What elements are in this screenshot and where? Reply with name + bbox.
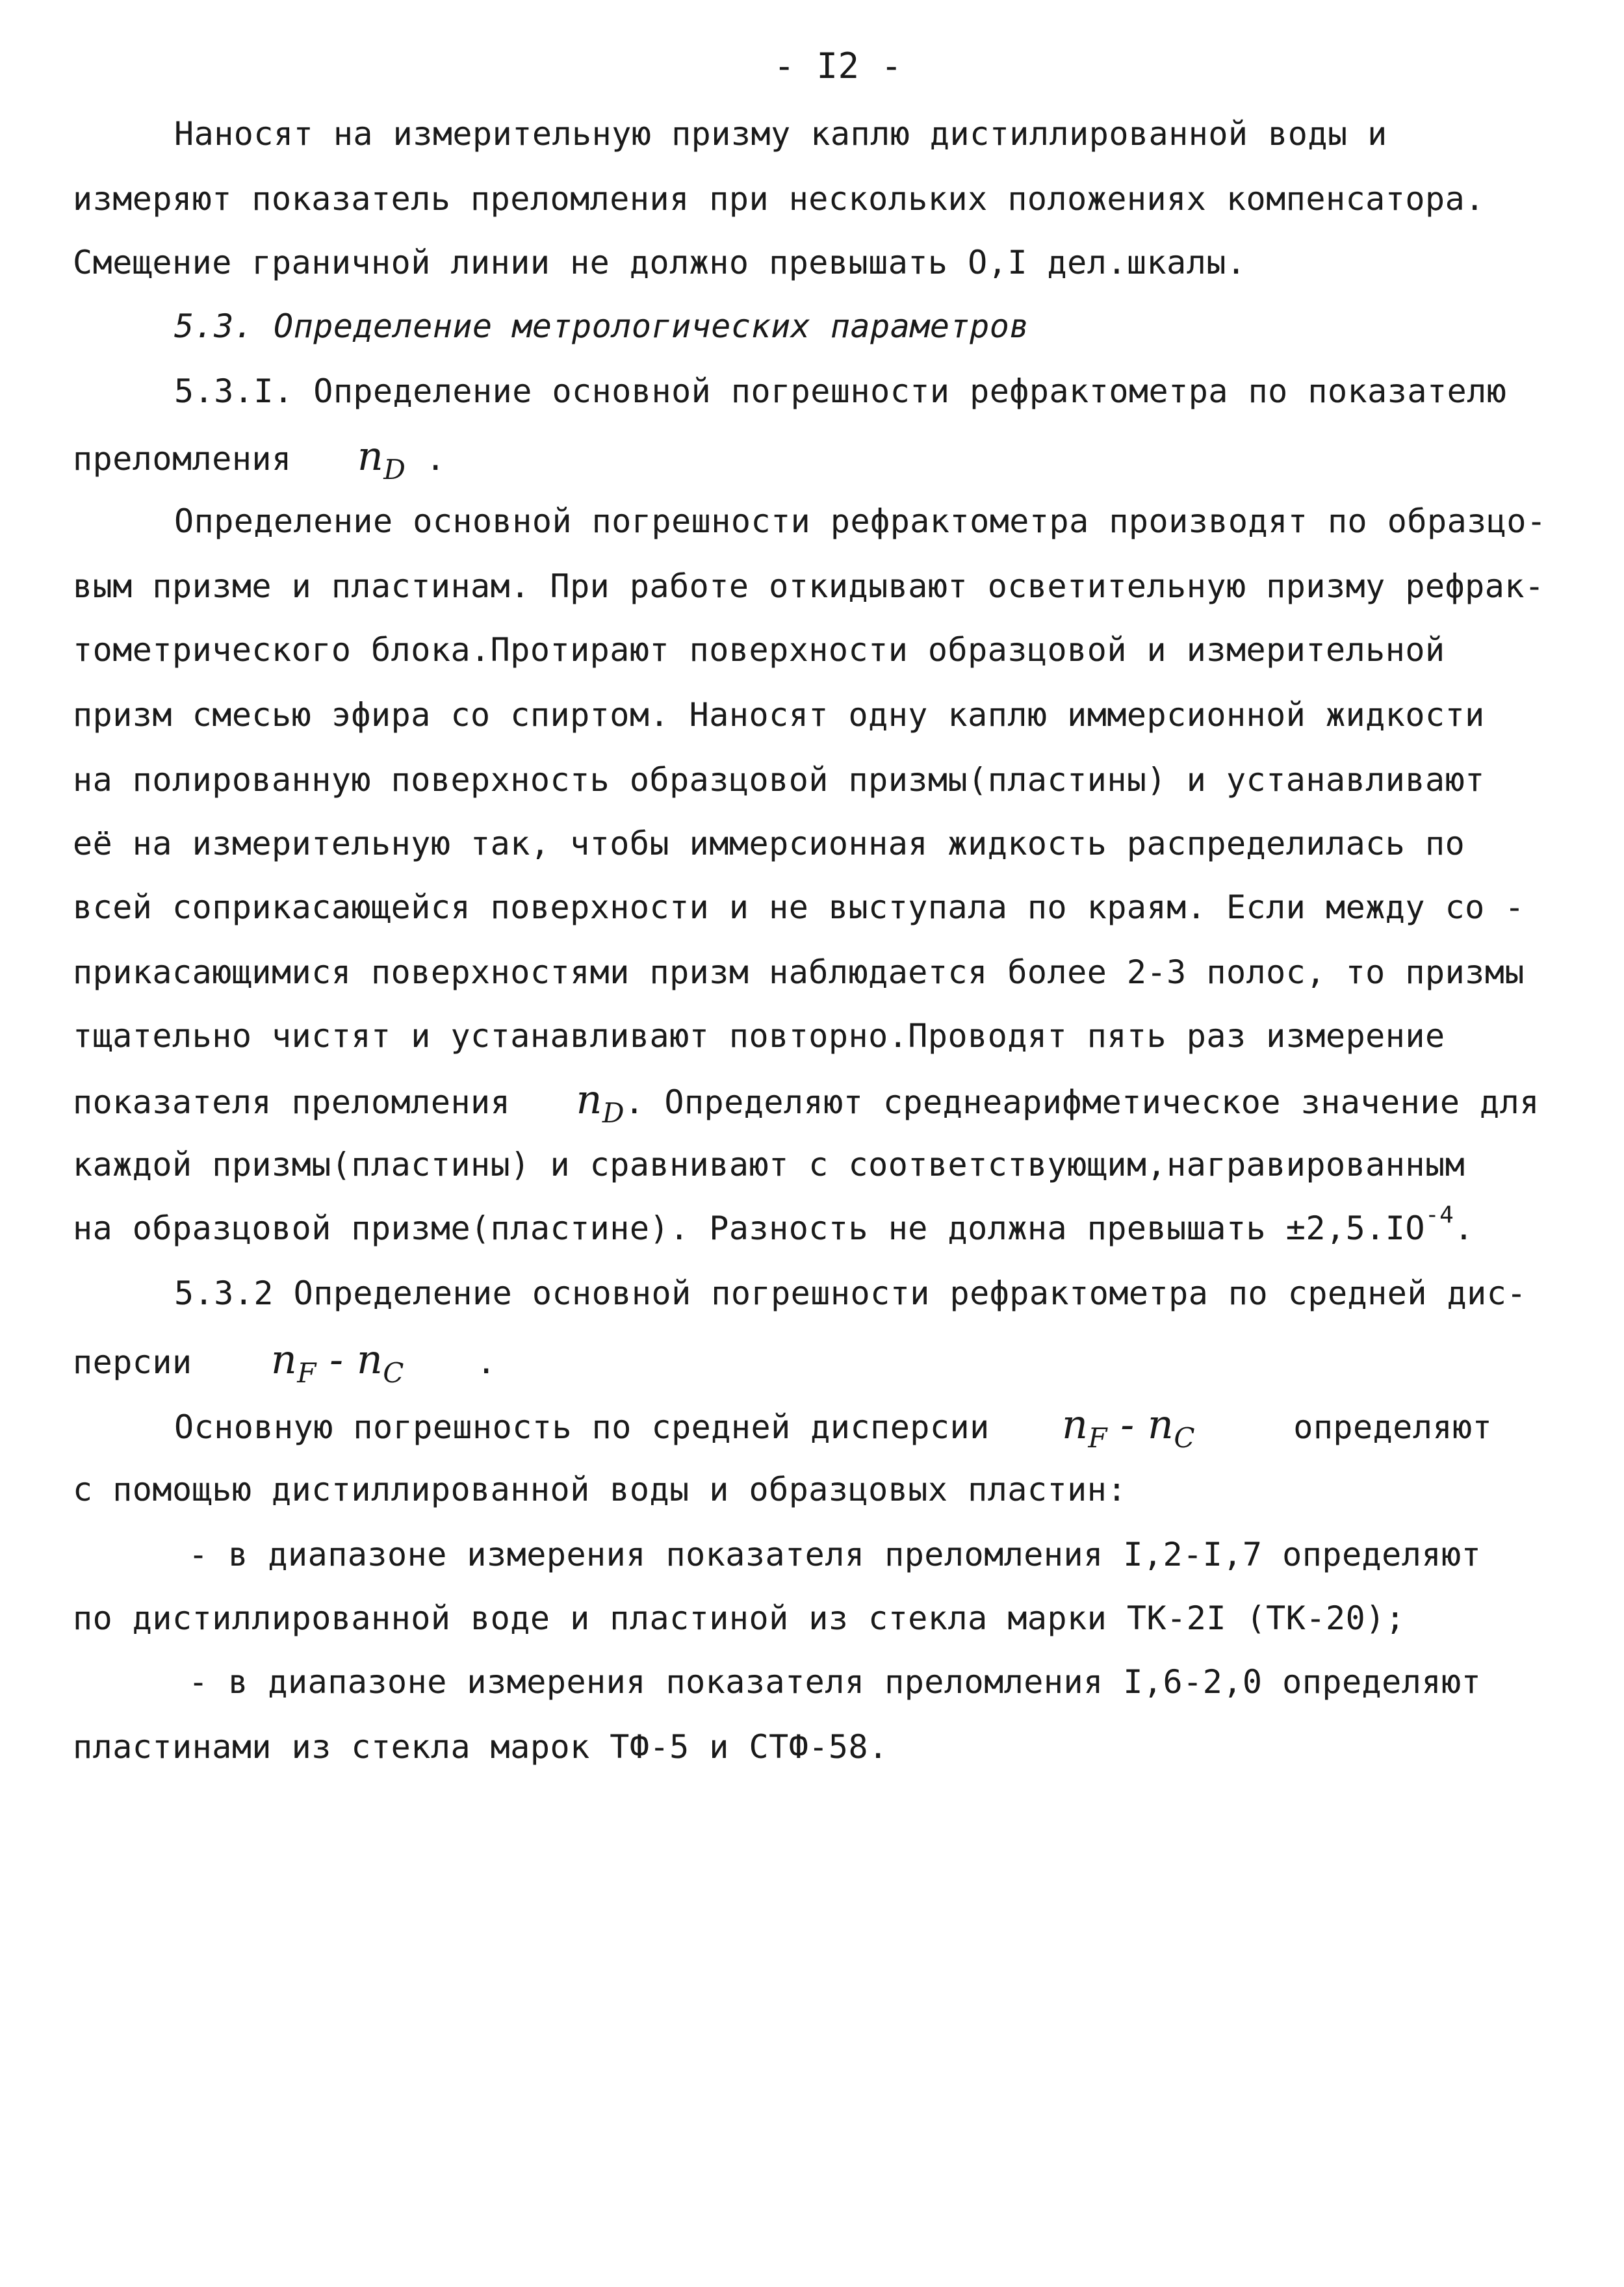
paragraph-line: с помощью дистиллированной воды и образцовых пластин: <box>73 1471 1127 1508</box>
paragraph-line: тщательно чистят и устанавливают повторно.Проводят пять раз измерение <box>73 1017 1445 1055</box>
paragraph-line: каждой призмы(пластины) и сравнивают с соответствующим,награвированным <box>73 1146 1465 1183</box>
heading-text: преломления <box>73 440 292 478</box>
line-text: показателя преломления <box>73 1083 511 1121</box>
heading-period: . <box>426 440 446 478</box>
section-heading-5-3: 5.3. Определение метрологических параметров <box>174 307 1029 345</box>
line-text: . <box>1454 1209 1474 1247</box>
paragraph-line: вым призме и пластинам. При работе откидывают осветительную призму рефрак- <box>73 567 1545 605</box>
paragraph-line <box>73 1076 1540 1133</box>
refractive-index-nD-symbol: $n_D$ <box>576 1076 625 1129</box>
line-text: определяют <box>1293 1408 1493 1446</box>
paragraph-line: на полированную поверхность образцовой призмы(пластины) и устанавливают <box>73 761 1485 799</box>
exponent: -4 <box>1424 1202 1454 1228</box>
paragraph-line: всей соприкасающейся поверхности и не выступала по краям. Если между со - <box>73 888 1525 926</box>
refractive-index-nD-symbol: $n_D$ <box>357 432 406 485</box>
paragraph-line: Определение основной погрешности рефрактометра производят по образцо- <box>174 502 1547 540</box>
page-number: - I2 - <box>773 45 903 86</box>
section-heading-5-3-2: 5.3.2 Определение основной погрешности рефрактометра по средней дис- <box>174 1274 1527 1312</box>
paragraph-line: Наносят на измерительную призму каплю дистиллированной воды и <box>174 115 1387 153</box>
heading-text: персии <box>73 1343 192 1381</box>
dispersion-nF-minus-nC-formula: $n_F - n_C$ <box>1061 1401 1195 1454</box>
line-text: Основную погрешность по средней дисперсии <box>174 1408 990 1446</box>
paragraph-line: прикасающимися поверхностями призм наблюдается более 2-3 полос, то призмы <box>73 953 1525 991</box>
paragraph-line: её на измерительную так, чтобы иммерсионная жидкость распределилась по <box>73 825 1465 862</box>
section-heading-5-3-1: 5.3.I. Определение основной погрешности рефрактометра по показателю <box>174 372 1507 410</box>
section-heading-line <box>73 432 446 489</box>
heading-period: . <box>476 1343 496 1381</box>
list-item: - в диапазоне измерения показателя преломления I,6-2,0 определяют <box>188 1663 1482 1701</box>
dispersion-nF-minus-nC-formula: $n_F - n_C$ <box>270 1336 404 1389</box>
paragraph-line: измеряют показатель преломления при нескольких положениях компенсатора. <box>73 180 1485 218</box>
list-item-continuation: по дистиллированной воде и пластиной из стекла марки ТК-2I (ТК-20); <box>73 1599 1406 1637</box>
paragraph-line: тометрического блока.Протирают поверхности образцовой и измерительной <box>73 631 1445 669</box>
list-item-continuation: пластинами из стекла марок ТФ-5 и СТФ-58. <box>73 1728 888 1766</box>
section-heading-line <box>73 1336 496 1393</box>
paragraph-line <box>73 1202 1474 1248</box>
line-text: . Определяют среднеарифметическое значение для <box>625 1083 1540 1121</box>
paragraph-line: Смещение граничной линии не должно превышать О,I дел.шкалы. <box>73 244 1246 281</box>
paragraph-line: призм смесью эфира со спиртом. Наносят одну каплю иммерсионной жидкости <box>73 696 1485 734</box>
paragraph-line <box>174 1401 1493 1458</box>
list-item: - в диапазоне измерения показателя преломления I,2-I,7 определяют <box>188 1536 1482 1573</box>
line-text: на образцовой призме(пластине). Разность не должна превышать ±2,5.IO <box>73 1209 1425 1247</box>
